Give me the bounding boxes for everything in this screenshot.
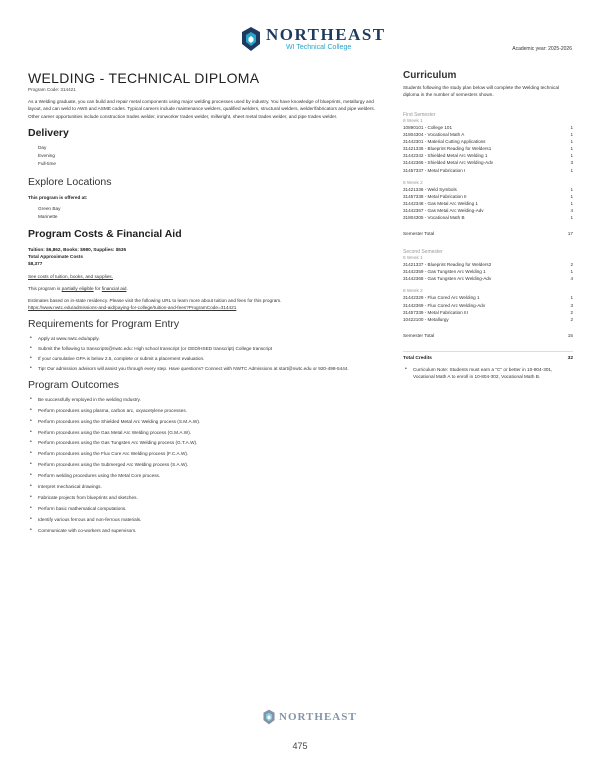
delivery-item: Full-time xyxy=(38,161,56,167)
course-row: 31421337 - Blueprint Reading for Welders2 2 xyxy=(403,262,573,268)
course-row: 31421336 - Weld Symbols 1 xyxy=(403,186,573,192)
outcome-item: • Identify various ferrous and non-ferrous materials. xyxy=(28,516,380,523)
week-heading: 8 Week 1 xyxy=(403,255,423,261)
semester-heading: First Semester xyxy=(403,112,436,118)
course-row: 31442366 - Shielded Metal Arc Welding-Adv 3 xyxy=(403,160,573,166)
course-row: 31804304 - Vocational Math A 1 xyxy=(403,132,573,138)
estimate-text: Estimates based on in-state residency. Please visit the following URL to learn more about tuition and fees for this program. https://www.nwtc.edu/admissions-and-aid/paying-for-college/tuition-and-fees?ProgramCode=314421 xyxy=(28,297,282,310)
course-row: 10890101 - College 101 1 xyxy=(403,125,573,130)
course-row: 10422100 - Metallurgy 2 xyxy=(403,316,573,322)
outcome-item: • Perform procedures using the Gas Metal Arc Welding process (G.M.A.W). xyxy=(28,429,380,436)
requirement-item: • Apply at www.nwtc.edu/apply. xyxy=(28,335,380,342)
course-row: 31804305 - Vocational Math B 1 xyxy=(403,215,573,221)
semester-heading: Second Semester xyxy=(403,249,443,256)
location-item: Green Bay xyxy=(38,205,61,211)
outcome-item: • Perform procedures using the Submerged Arc Welding process (S.A.W). xyxy=(28,461,380,468)
outcomes-list xyxy=(28,396,380,534)
northeast-logo-icon xyxy=(262,709,276,725)
costs-link[interactable]: See costs of tuition, books, and supplies. xyxy=(28,273,113,279)
course-row: 31442368 - Gas Tungsten Arc Welding-Adv 4 xyxy=(403,276,573,282)
course-row: 31442359 - Gas Tungsten Arc Welding 1 1 xyxy=(403,269,573,275)
requirement-item: • Tip! Our admission advisors will assist you through every step. Have questions? Connect with NWTC Admissions at start@nwtc.edu or 920-498-5444. xyxy=(28,365,380,372)
course-row: 31442342 - Shielded Metal Arc Welding 1 1 xyxy=(403,153,573,159)
tuition-url-link[interactable]: https://www.nwtc.edu/admissions-and-aid/paying-for-college/tuition-and-fees?ProgramCode=314421 xyxy=(28,304,237,310)
page-header xyxy=(0,22,600,62)
curriculum-note: • Curriculum Note: Students must earn a "C" or better in 10-804-301, Vocational Math A to enroll in 10-804-302, Vocational Math B. xyxy=(403,366,573,380)
curriculum-heading: Curriculum xyxy=(403,70,457,81)
delivery-item: Day xyxy=(38,144,47,150)
semester-total: Semester Total 17 xyxy=(403,231,573,237)
delivery-heading: Delivery xyxy=(28,126,69,139)
requirements-heading: Requirements for Program Entry xyxy=(28,317,180,330)
academic-year: Academic year: 2025-2026 xyxy=(512,46,572,52)
requirements-list xyxy=(28,335,380,372)
tuition-breakdown: Tuition: $6,862, Books: $980, Supplies: $535 xyxy=(28,246,127,252)
curriculum-notes xyxy=(403,366,573,380)
course-row: 31421336 - Blueprint Reading for Welders1 1 xyxy=(403,146,573,152)
delivery-list xyxy=(38,144,380,169)
financial-aid-text: This program is partially eligible for financial aid. xyxy=(28,285,128,291)
course-row: 31457338 - Metal Fabrication II 1 xyxy=(403,193,573,199)
total-credits: Total Credits 32 xyxy=(403,355,573,361)
outcome-item: • Perform procedures using plasma, carbon arc, oxyacetylene processes. xyxy=(28,407,380,414)
costs-heading: Program Costs & Financial Aid xyxy=(28,227,182,240)
total-costs-label: Total Approximate Costs xyxy=(28,253,83,259)
course-row: 31457339 - Metal Fabrication III 2 xyxy=(403,309,573,315)
footer-logo xyxy=(262,709,357,725)
course-row: 31442348 - Gas Metal Arc Welding 1 1 xyxy=(403,200,573,206)
outcome-item: • Fabricate projects from blueprints and sketches. xyxy=(28,494,380,501)
locations-intro: This program is offered at: xyxy=(28,194,88,200)
page-number: 475 xyxy=(292,741,308,751)
locations-heading: Explore Locations xyxy=(28,175,112,188)
outcome-item: • Perform procedures using the Shielded Metal Arc Welding process (S.M.A.W). xyxy=(28,418,380,425)
program-description: As a Welding graduate, you can build and repair metal components using major welding processes used by industry. You have knowledge of blueprints, metallurgy and layout, and can weld to AWS and ASME codes. Typical careers include maintenance welders, qualified welders, structural welders, welder/fabricators and pipe welders. Other career opportunities include construction trades welder, ironworker trades welder, millwright, sheet metal trades welder, and pipe trades welder. xyxy=(28,99,376,119)
divider xyxy=(403,351,573,352)
course-row: 31442367 - Gas Metal Arc Welding-Adv 4 xyxy=(403,207,573,213)
requirement-item: • Submit the following to transcripts@nwtc.edu: High school transcript (or GED/HSED transcript) College transcript xyxy=(28,345,380,352)
total-costs-value: $8,377 xyxy=(28,260,43,266)
week-heading: 8 Week 2 xyxy=(403,179,423,185)
outcome-item: • Perform basic mathematical computations. xyxy=(28,505,380,512)
program-code: Program Code: 314421 xyxy=(28,87,76,92)
course-row: 31442369 - Flux Cored Arc Welding-Adv 3 xyxy=(403,302,573,308)
curriculum-intro: Students following the study plan below will complete the Welding technical diploma in the number of semesters shown. xyxy=(403,85,559,97)
outcome-item: • Interpret mechanical drawings. xyxy=(28,483,380,490)
outcome-item: • Perform welding procedures using the Metal Core process. xyxy=(28,472,380,479)
week-heading: 8 Week 2 xyxy=(403,288,423,294)
course-row: 31442329 - Flux Cored Arc Welding 1 1 xyxy=(403,295,573,301)
outcome-item: • Communicate with co-workers and supervisors. xyxy=(28,527,380,534)
location-item: Marinette xyxy=(38,213,58,219)
course-row: 31457337 - Metal Fabrication I 1 xyxy=(403,167,573,173)
week-heading: 8 Week 1 xyxy=(403,118,423,123)
curriculum-column xyxy=(403,70,573,383)
northeast-logo-icon xyxy=(240,26,262,52)
requirement-item: • If your cumulative GPA is below 2.5, complete or submit a placement evaluation. xyxy=(28,355,380,362)
outcome-item: • Be successfully employed in the welding Industry. xyxy=(28,396,380,403)
course-row: 31442301 - Material Cutting Applications 1 xyxy=(403,139,573,145)
outcome-item: • Perform procedures using the Flux Core Arc Welding process (F.C.A.W). xyxy=(28,450,380,457)
locations-list xyxy=(38,205,380,221)
program-details-column xyxy=(28,70,380,537)
logo-subtitle: WI Technical College xyxy=(286,44,352,51)
delivery-item: Evening xyxy=(38,153,55,159)
footer-wordmark: NORTHEAST xyxy=(279,711,357,723)
outcome-item: • Perform procedures using the Gas Tungsten Arc Welding process (G.T.A.W). xyxy=(28,439,380,446)
semester-total: Semester Total 15 xyxy=(403,332,573,338)
financial-aid-link[interactable]: financial aid xyxy=(101,285,127,291)
college-logo xyxy=(240,26,386,52)
program-title: WELDING - TECHNICAL DIPLOMA xyxy=(28,70,260,86)
partially-eligible-link[interactable]: partially eligible xyxy=(61,285,94,291)
outcomes-heading: Program Outcomes xyxy=(28,378,120,391)
logo-wordmark: NORTHEAST xyxy=(266,25,386,44)
